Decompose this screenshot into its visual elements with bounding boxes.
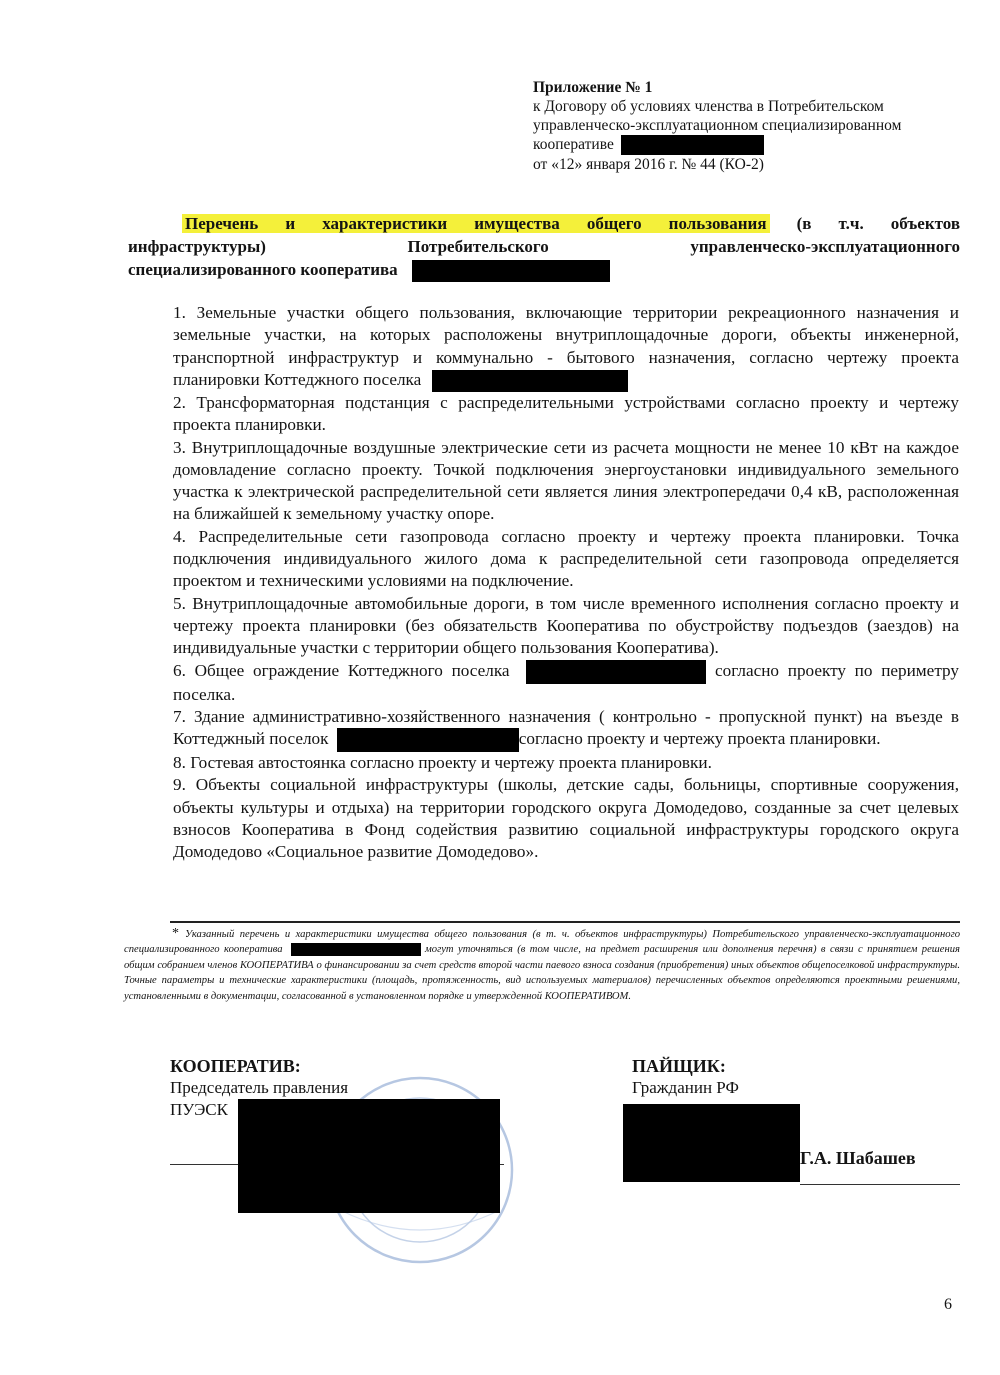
heading-line-3: специализированного кооператива xyxy=(128,258,960,282)
redaction-box xyxy=(621,135,764,155)
list-item: 3. Внутриплощадочные воздушные электрические сети из расчета мощности не менее 10 кВт на каждое домовладение согласно проекту. Точкой подключения энергоустановки индивидуального земельного участка к электрической распределительной сети является линия электропередачи 0,4 кВ, расположенная на ближайшей к земельному участку опоре. xyxy=(173,437,959,524)
page-number: 6 xyxy=(944,1296,952,1313)
list-item: 8. Гостевая автостоянка согласно проекту и чертежу проекта планировки. xyxy=(173,753,712,773)
redaction-box xyxy=(238,1099,500,1213)
list-item: 6. Общее ограждение Коттеджного поселка согласно проекту по периметру поселка. xyxy=(173,660,959,704)
appendix-title: Приложение № 1 xyxy=(533,79,653,96)
list-item: 2. Трансформаторная подстанция с распределительными устройствами согласно проекту и чертежу проекта планировки. xyxy=(173,392,959,435)
member-heading: ПАЙЩИК: xyxy=(632,1056,726,1076)
cooperative-heading: КООПЕРАТИВ: xyxy=(170,1056,301,1076)
list-item: 5. Внутриплощадочные автомобильные дороги, в том числе временного исполнения согласно проекту и чертежу проекта планировки (без обязательств Кооператива по обустройству подъездов (заездов) на индивидуальные участки с территории общего пользования Кооператива). xyxy=(173,593,959,658)
list-item: 4. Распределительные сети газопровода согласно проекту и чертежу проекта планировки. Точка подключения индивидуального жилого дома к распределительной сети газопровода определяется проектом и техническими условиями на подключение. xyxy=(173,526,959,591)
list-item: 7. Здание административно-хозяйственного назначения ( контрольно - пропускной пункт) на въезде в Коттеджный поселок согласно проекту и чертежу проекта планировки. xyxy=(173,706,959,752)
cooperative-org: ПУЭСК xyxy=(170,1100,228,1119)
heading-line-2: инфраструктуры) Потребительского управленческо-эксплуатационного xyxy=(128,237,960,256)
signature-line xyxy=(800,1184,960,1185)
appendix-line-4: от «12» января 2016 г. № 44 (КО-2) xyxy=(533,156,764,174)
redaction-box xyxy=(337,728,519,752)
document-heading: Перечень и характеристики имущества общего пользования (в т.ч. объектов инфраструктуры) Потребительского управленческо-эксплуатационного специализированного кооператива xyxy=(128,212,960,282)
appendix-line-2: управленческо-эксплуатационном специализированном xyxy=(533,117,902,134)
redaction-box xyxy=(291,943,421,956)
signature-line xyxy=(500,1164,504,1165)
property-list xyxy=(173,302,959,864)
member-name: Г.А. Шабашев xyxy=(800,1148,916,1168)
signature-line xyxy=(170,1164,240,1165)
list-item: 1. Земельные участки общего пользования, включающие территории рекреационного назначения и земельные участки, на которых расположены внутриплощадочные дороги, объекты инженерной, транспортной инфраструктур и коммунально - бытового назначения, согласно чертежу проекта планировки Коттеджного поселка xyxy=(173,302,959,392)
footnote-separator xyxy=(170,921,960,923)
list-item: 9. Объекты социальной инфраструктуры (школы, детские сады, больницы, спортивные сооружения, объекты культуры и отдыха) на территории городского округа Домодедово, созданные за счет целевых взносов Кооператива в Фонд содействия развитию социальной инфраструктуры городского округа Домодедово «Социальное развитие Домодедово». xyxy=(173,775,959,862)
footnote-star: * xyxy=(172,926,179,941)
redaction-box xyxy=(412,260,610,282)
member-signature-block xyxy=(632,1055,739,1099)
redaction-box xyxy=(526,660,706,684)
redaction-box xyxy=(623,1104,800,1182)
member-role: Гражданин РФ xyxy=(632,1078,739,1097)
highlighted-heading: Перечень и характеристики имущества общего пользования xyxy=(182,214,770,233)
redaction-box xyxy=(432,370,628,392)
appendix-line-1: к Договору об условиях членства в Потребительском xyxy=(533,98,884,115)
appendix-line-3: кооперативе xyxy=(533,135,953,155)
cooperative-role: Председатель правления xyxy=(170,1078,349,1097)
appendix-header xyxy=(533,78,953,174)
footnote: * Указанный перечень и характеристики имущества общего пользования (в т. ч. объектов инфраструктуры) Потребительского управленческо-эксплуатационного специализированного кооператива могут уточняться (в том числе, на предмет расширения или дополнения перечня) в связи с принятием решения общим собранием членов КООПЕРАТИВА о финансировании за счет средств второй части паевого взноса создания (приобретения) иных объектов общепоселковой инфраструктуры. Точные параметры и технические характеристики (площадь, протяженность, вид используемых материалов) перечисленных объектов определяются проектными решениями, установленными в документации, согласованной в установленном порядке и утвержденной КООПЕРАТИВОМ. xyxy=(124,926,960,1002)
